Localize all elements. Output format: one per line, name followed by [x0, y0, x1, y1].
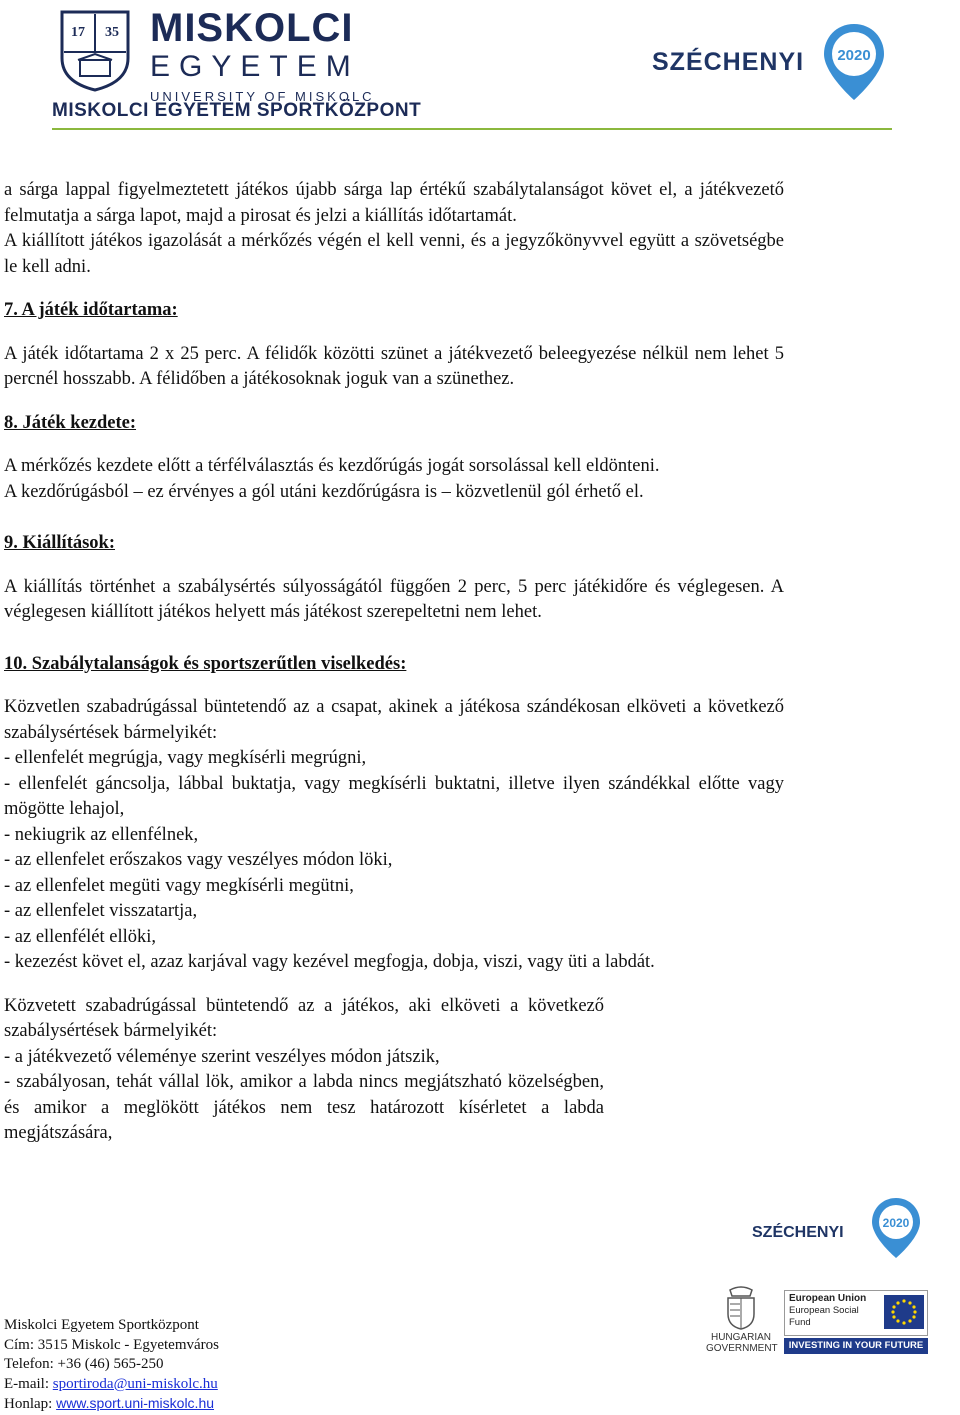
university-name — [150, 6, 375, 106]
intro-paragraph-2: A kiállított játékos igazolását a mérkőzés végén el kell venni, és a jegyzőkönyvvel együtt a szövetségbe le kell adni. — [4, 231, 784, 277]
sport-center-title: MISKOLCI EGYETEM SPORTKÖZPONT — [52, 100, 422, 121]
location-pin-icon — [822, 22, 886, 102]
section-9-text: A kiállítás történhet a szabálysértés súlyosságától függően 2 perc, 5 perc játékidőre és véglegesen. A véglegesen kiállított játékos helyett más játékost szerepeltetni nem lehet. — [4, 576, 784, 622]
list-item: - a játékvezető véleménye szerint veszélyes módon játszik, — [4, 1046, 440, 1067]
footer-email-row — [4, 1375, 219, 1395]
footer-web-row — [4, 1394, 219, 1415]
section-9-heading: 9. Kiállítások: — [4, 533, 116, 553]
footer-web-label: Honlap: — [4, 1396, 57, 1412]
szechenyi-footer-text: SZÉCHENYI — [752, 1224, 844, 1241]
footer-org-name: Miskolci Egyetem Sportközpont — [4, 1317, 199, 1333]
list-item: - ellenfelét megrúgja, vagy megkísérli megrúgni, — [4, 748, 367, 768]
list-item: - az ellenfelet visszatartja, — [4, 901, 198, 921]
eu-line3: Fund — [789, 1317, 811, 1328]
intro-paragraph-1: a sárga lappal figyelmeztetett játékos újabb sárga lap értékű szabálytalanságot követ el, a játékvezető felmutatja a sárga lapot, majd a pirosat és jelzi a kiállítás időtartamát. — [4, 180, 784, 226]
eu-funding-panel — [696, 1276, 956, 1366]
footer-email-link[interactable]: sportiroda@uni-miskolc.hu — [52, 1375, 218, 1392]
list-item: - az ellenfelet erőszakos vagy veszélyes módon löki, — [4, 850, 393, 870]
list-item: - kezezést követ el, azaz karjával vagy kezével megfogja, dobja, viszi, vagy üti a labdát. — [4, 952, 655, 972]
document-body — [4, 178, 784, 1147]
university-crest-icon — [58, 8, 132, 92]
section-7-text: A játék időtartama 2 x 25 perc. A félidők közötti szünet a játékvezető beleegyezése nélkül nem lehet 5 percnél hosszabb. A félidőben a játékosoknak joguk van a szünethez. — [4, 343, 784, 389]
list-item: - nekiugrik az ellenfélnek, — [4, 824, 199, 845]
section-10-heading: 10. Szabálytalanságok és sportszerűtlen viselkedés: — [4, 653, 407, 674]
list-item: - az ellenfelet megüti vagy megkísérli megütni, — [4, 875, 354, 896]
eu-label — [789, 1293, 866, 1329]
university-name-line3: UNIVERSITY OF MISKOLC — [150, 89, 375, 104]
section-8-text-1: A mérkőzés kezdete előtt a térfélválasztás és kezdőrúgás jogát sorsolással kell eldönteni. — [4, 456, 660, 476]
eu-flag-icon — [884, 1295, 924, 1329]
section-8-heading: 8. Játék kezdete: — [4, 412, 137, 433]
list-item: - az ellenfélét ellöki, — [4, 926, 157, 947]
szechenyi-logo-text: SZÉCHENYI — [652, 48, 805, 76]
eu-line2: European Social — [789, 1305, 859, 1316]
eu-line1: European Union — [789, 1293, 867, 1304]
hungarian-coat-of-arms-icon — [724, 1286, 758, 1330]
eu-esf-logo — [784, 1290, 928, 1336]
eu-slogan-bar: INVESTING IN YOUR FUTURE — [784, 1338, 928, 1354]
location-pin-icon — [870, 1196, 922, 1260]
szechenyi-logo — [652, 20, 902, 120]
list-item: - szabályosan, tehát vállal lök, amikor a labda nincs megjátszható közelségben, és amikor a meglökött játékos nem tesz határozott kísérletet a labda megjátszására, — [4, 1072, 604, 1143]
hungarian-government-label: HUNGARIAN GOVERNMENT — [706, 1332, 778, 1354]
footer-email-label: E-mail: — [4, 1375, 53, 1392]
footer-phone: Telefon: +36 (46) 565-250 — [4, 1356, 164, 1372]
footer-address: Cím: 3515 Miskolc - Egyetemváros — [4, 1336, 219, 1353]
section-7-heading: 7. A játék időtartama: — [4, 300, 178, 320]
footer-web-link[interactable]: www.sport.uni-miskolc.hu — [56, 1395, 215, 1411]
szechenyi-year: 2020 — [837, 47, 871, 64]
svg-text:17: 17 — [71, 25, 85, 40]
university-name-line2: EGYETEM — [150, 50, 360, 83]
direct-free-kick-intro: Közvetlen szabadrúgással büntetendő az a csapat, akinek a játékosa szándékosan elköveti a következő szabálysértések bármelyikét: — [4, 697, 784, 743]
indirect-free-kick-block — [4, 994, 604, 1147]
header-divider — [52, 128, 892, 130]
indirect-free-kick-intro: Közvetett szabadrúgással büntetendő az a játékos, aki elköveti a következő szabálysértések bármelyikét: — [4, 995, 604, 1041]
page-header — [0, 0, 960, 140]
page-footer — [4, 1316, 219, 1415]
university-name-line1: MISKOLCI — [150, 6, 354, 50]
section-8-text-2: A kezdőrúgásból – ez érvényes a gól utáni kezdőrúgásra is – közvetlenül gól érhető el. — [4, 481, 644, 502]
svg-text:35: 35 — [105, 25, 119, 40]
szechenyi-footer-logo — [752, 1196, 952, 1276]
szechenyi-footer-year: 2020 — [882, 1216, 910, 1230]
list-item: - ellenfelét gáncsolja, lábbal buktatja, vagy megkísérli buktatni, illetve ilyen szándékkal előtte vagy mögötte lehajol, — [4, 773, 784, 819]
